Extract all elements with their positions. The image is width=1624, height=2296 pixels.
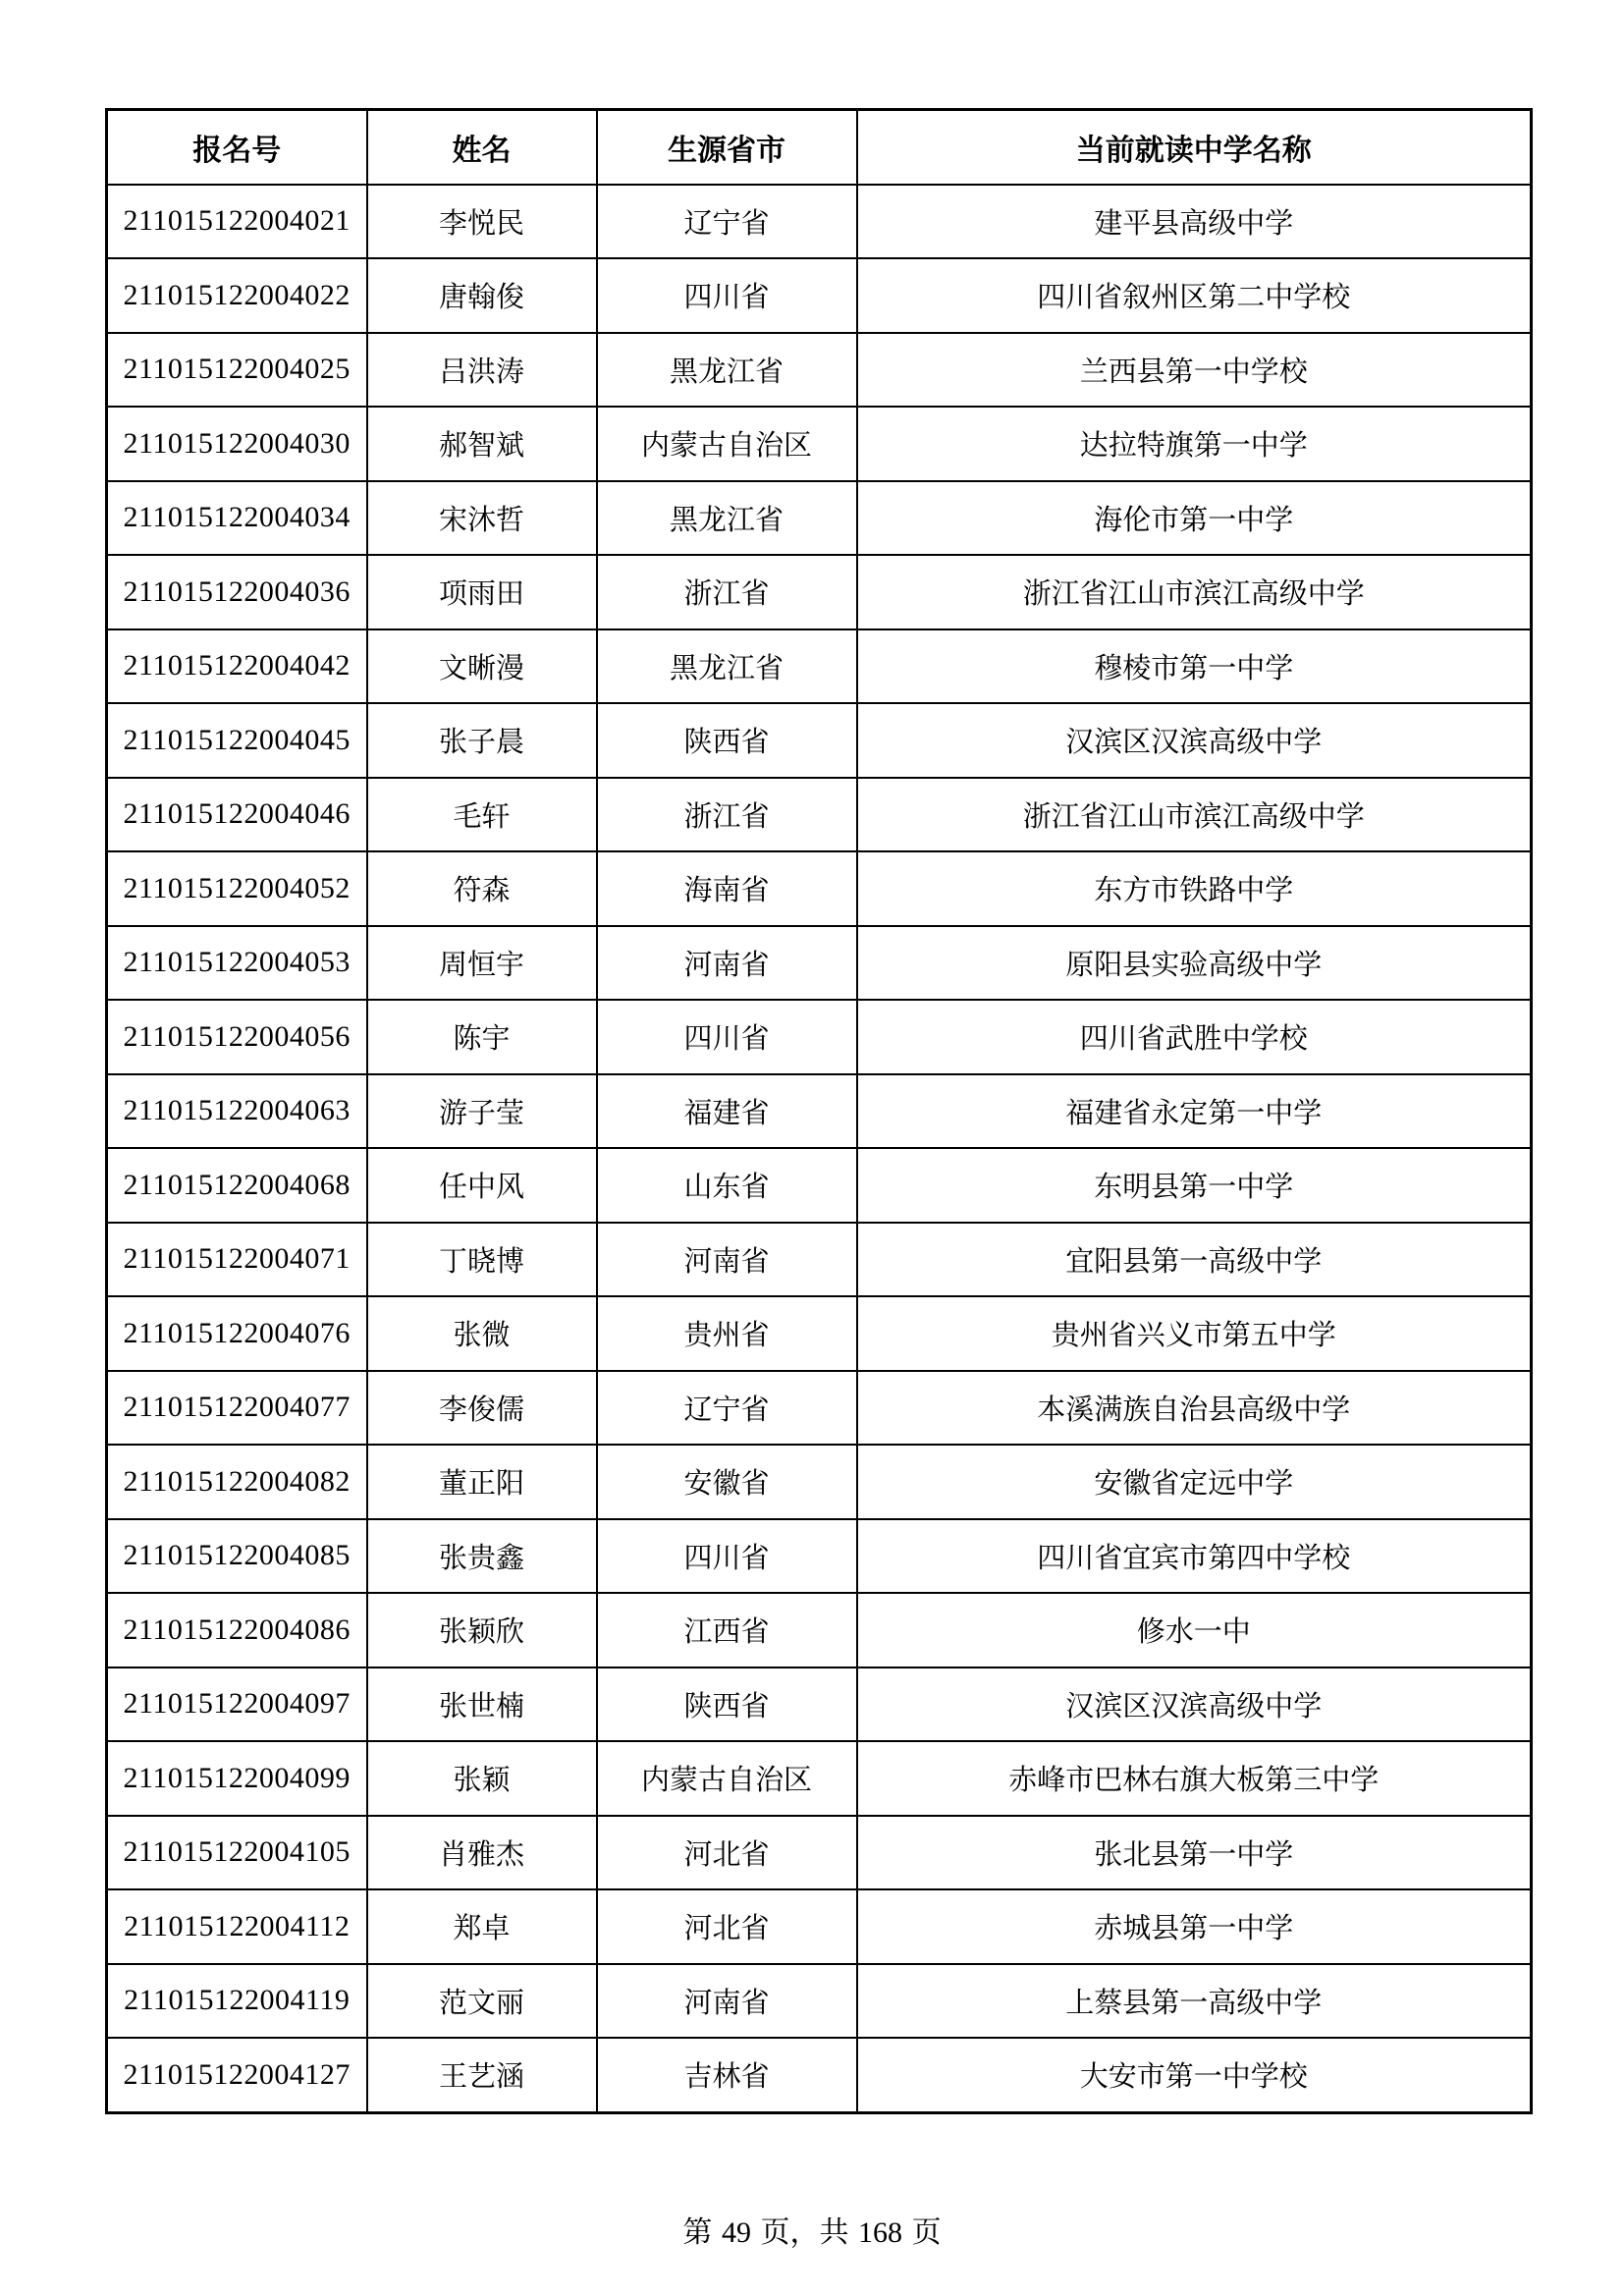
table-row	[107, 1667, 1532, 1742]
table-row	[107, 1445, 1532, 1519]
registration-number-cell: 211015122004034	[107, 481, 367, 556]
table-row	[107, 629, 1532, 704]
registration-number-cell: 211015122004086	[107, 1593, 367, 1667]
table-row	[107, 778, 1532, 852]
registration-number-cell: 211015122004071	[107, 1223, 367, 1297]
name-cell: 李悦民	[367, 185, 597, 259]
registration-number-cell: 211015122004063	[107, 1074, 367, 1149]
province-cell: 河北省	[597, 1816, 857, 1890]
table-row	[107, 1371, 1532, 1446]
province-cell: 江西省	[597, 1593, 857, 1667]
province-cell: 黑龙江省	[597, 629, 857, 704]
name-cell: 张世楠	[367, 1667, 597, 1742]
registration-number-cell: 211015122004105	[107, 1816, 367, 1890]
school-cell: 宜阳县第一高级中学	[857, 1223, 1532, 1297]
table-row	[107, 2038, 1532, 2112]
table-row	[107, 481, 1532, 556]
table-row	[107, 1148, 1532, 1223]
province-cell: 黑龙江省	[597, 481, 857, 556]
registration-number-cell: 211015122004030	[107, 407, 367, 481]
table-row	[107, 1741, 1532, 1816]
registration-number-cell: 211015122004053	[107, 926, 367, 1001]
school-cell: 达拉特旗第一中学	[857, 407, 1532, 481]
province-cell: 山东省	[597, 1148, 857, 1223]
table-row	[107, 1816, 1532, 1890]
school-cell: 东明县第一中学	[857, 1148, 1532, 1223]
footer-prefix: 第	[682, 2215, 713, 2250]
school-cell: 汉滨区汉滨高级中学	[857, 703, 1532, 778]
school-cell: 赤城县第一中学	[857, 1889, 1532, 1964]
registration-number-cell: 211015122004119	[107, 1964, 367, 2039]
province-cell: 河南省	[597, 1223, 857, 1297]
school-cell: 安徽省定远中学	[857, 1445, 1532, 1519]
name-cell: 王艺涵	[367, 2038, 597, 2112]
province-cell: 浙江省	[597, 555, 857, 629]
school-cell: 张北县第一中学	[857, 1816, 1532, 1890]
registration-number-cell: 211015122004082	[107, 1445, 367, 1519]
table-row	[107, 703, 1532, 778]
name-cell: 郑卓	[367, 1889, 597, 1964]
registration-number-cell: 211015122004099	[107, 1741, 367, 1816]
table-row	[107, 1296, 1532, 1371]
registration-number-cell: 211015122004021	[107, 185, 367, 259]
school-cell: 穆棱市第一中学	[857, 629, 1532, 704]
footer-suffix: 页	[911, 2215, 942, 2250]
table-row	[107, 1889, 1532, 1964]
province-cell: 陕西省	[597, 703, 857, 778]
name-cell: 张颖	[367, 1741, 597, 1816]
name-cell: 丁晓博	[367, 1223, 597, 1297]
province-cell: 福建省	[597, 1074, 857, 1149]
province-cell: 吉林省	[597, 2038, 857, 2112]
province-cell: 河南省	[597, 926, 857, 1001]
name-cell: 符森	[367, 851, 597, 926]
registration-number-cell: 211015122004076	[107, 1296, 367, 1371]
registration-number-cell: 211015122004036	[107, 555, 367, 629]
header-row	[107, 110, 1532, 185]
name-cell: 文晰漫	[367, 629, 597, 704]
header-name: 姓名	[367, 110, 597, 185]
page-footer	[0, 2208, 1624, 2251]
province-cell: 内蒙古自治区	[597, 1741, 857, 1816]
name-cell: 张贵鑫	[367, 1519, 597, 1594]
province-cell: 海南省	[597, 851, 857, 926]
province-cell: 四川省	[597, 258, 857, 333]
registration-number-cell: 211015122004085	[107, 1519, 367, 1594]
name-cell: 唐翰俊	[367, 258, 597, 333]
province-cell: 浙江省	[597, 778, 857, 852]
province-cell: 安徽省	[597, 1445, 857, 1519]
school-cell: 浙江省江山市滨江高级中学	[857, 555, 1532, 629]
school-cell: 上蔡县第一高级中学	[857, 1964, 1532, 2039]
registration-number-cell: 211015122004046	[107, 778, 367, 852]
table-row	[107, 407, 1532, 481]
name-cell: 郝智斌	[367, 407, 597, 481]
school-cell: 本溪满族自治县高级中学	[857, 1371, 1532, 1446]
header-registration-number: 报名号	[107, 110, 367, 185]
registration-number-cell: 211015122004042	[107, 629, 367, 704]
footer-mid: 页，共	[760, 2215, 849, 2250]
admission-list-table	[105, 108, 1533, 2114]
table-row	[107, 1000, 1532, 1074]
registration-number-cell: 211015122004077	[107, 1371, 367, 1446]
province-cell: 河南省	[597, 1964, 857, 2039]
school-cell: 赤峰市巴林右旗大板第三中学	[857, 1741, 1532, 1816]
school-cell: 海伦市第一中学	[857, 481, 1532, 556]
name-cell: 张子晨	[367, 703, 597, 778]
table-row	[107, 1593, 1532, 1667]
name-cell: 张颖欣	[367, 1593, 597, 1667]
school-cell: 原阳县实验高级中学	[857, 926, 1532, 1001]
table-body	[107, 185, 1532, 2113]
school-cell: 东方市铁路中学	[857, 851, 1532, 926]
registration-number-cell: 211015122004112	[107, 1889, 367, 1964]
province-cell: 内蒙古自治区	[597, 407, 857, 481]
province-cell: 四川省	[597, 1519, 857, 1594]
school-cell: 建平县高级中学	[857, 185, 1532, 259]
table-row	[107, 333, 1532, 408]
current-page-number: 49	[721, 2216, 751, 2249]
province-cell: 辽宁省	[597, 185, 857, 259]
table-row	[107, 185, 1532, 259]
registration-number-cell: 211015122004097	[107, 1667, 367, 1742]
province-cell: 四川省	[597, 1000, 857, 1074]
name-cell: 周恒宇	[367, 926, 597, 1001]
table-row	[107, 851, 1532, 926]
school-cell: 贵州省兴义市第五中学	[857, 1296, 1532, 1371]
table-row	[107, 1223, 1532, 1297]
registration-number-cell: 211015122004127	[107, 2038, 367, 2112]
name-cell: 董正阳	[367, 1445, 597, 1519]
table-header	[107, 110, 1532, 185]
total-pages-number: 168	[858, 2216, 903, 2249]
school-cell: 汉滨区汉滨高级中学	[857, 1667, 1532, 1742]
registration-number-cell: 211015122004052	[107, 851, 367, 926]
school-cell: 修水一中	[857, 1593, 1532, 1667]
table-row	[107, 1074, 1532, 1149]
name-cell: 任中风	[367, 1148, 597, 1223]
table-row	[107, 258, 1532, 333]
name-cell: 陈宇	[367, 1000, 597, 1074]
registration-number-cell: 211015122004068	[107, 1148, 367, 1223]
school-cell: 四川省武胜中学校	[857, 1000, 1532, 1074]
header-province: 生源省市	[597, 110, 857, 185]
table-row	[107, 555, 1532, 629]
name-cell: 李俊儒	[367, 1371, 597, 1446]
province-cell: 贵州省	[597, 1296, 857, 1371]
province-cell: 辽宁省	[597, 1371, 857, 1446]
name-cell: 张微	[367, 1296, 597, 1371]
registration-number-cell: 211015122004022	[107, 258, 367, 333]
table-row	[107, 1964, 1532, 2039]
name-cell: 吕洪涛	[367, 333, 597, 408]
header-school: 当前就读中学名称	[857, 110, 1532, 185]
table-row	[107, 1519, 1532, 1594]
school-cell: 大安市第一中学校	[857, 2038, 1532, 2112]
table-row	[107, 926, 1532, 1001]
registration-number-cell: 211015122004056	[107, 1000, 367, 1074]
registration-number-cell: 211015122004025	[107, 333, 367, 408]
name-cell: 项雨田	[367, 555, 597, 629]
name-cell: 范文丽	[367, 1964, 597, 2039]
registration-number-cell: 211015122004045	[107, 703, 367, 778]
school-cell: 浙江省江山市滨江高级中学	[857, 778, 1532, 852]
province-cell: 黑龙江省	[597, 333, 857, 408]
school-cell: 兰西县第一中学校	[857, 333, 1532, 408]
school-cell: 福建省永定第一中学	[857, 1074, 1532, 1149]
school-cell: 四川省宜宾市第四中学校	[857, 1519, 1532, 1594]
name-cell: 宋沐哲	[367, 481, 597, 556]
name-cell: 肖雅杰	[367, 1816, 597, 1890]
province-cell: 河北省	[597, 1889, 857, 1964]
name-cell: 毛轩	[367, 778, 597, 852]
school-cell: 四川省叙州区第二中学校	[857, 258, 1532, 333]
province-cell: 陕西省	[597, 1667, 857, 1742]
name-cell: 游子莹	[367, 1074, 597, 1149]
